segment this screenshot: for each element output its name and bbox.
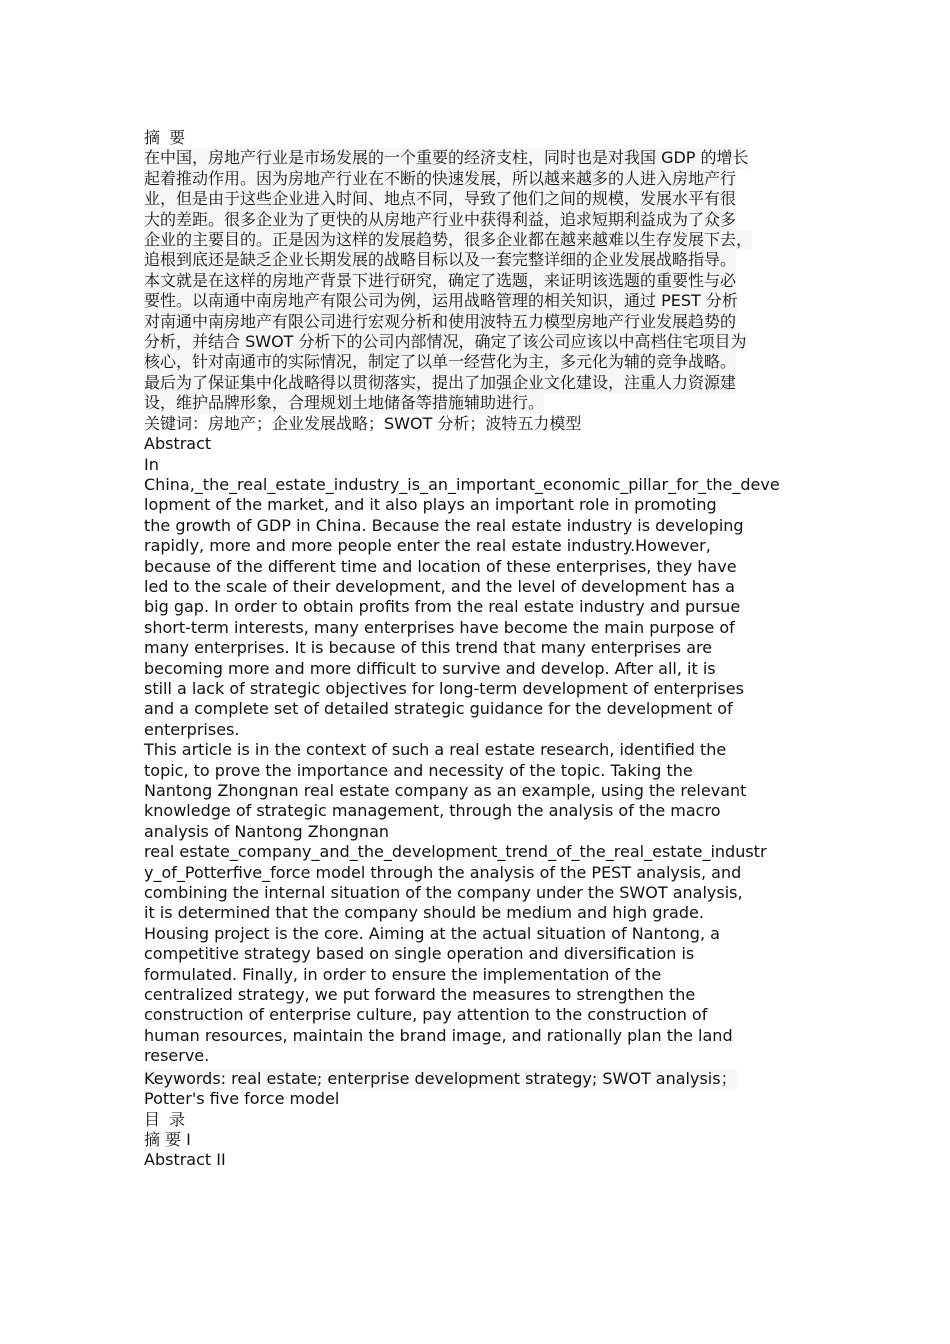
abstract-en-line: analysis of Nantong Zhongnan xyxy=(144,821,390,841)
abstract-zh-line: 核心，针对南通市的实际情况，制定了以单一经营化为主，多元化为辅的竞争战略。 xyxy=(144,352,737,372)
abstract-en-line: topic, to prove the importance and necessity of the topic. Taking the xyxy=(144,760,693,780)
abstract-en-line: knowledge of strategic management, through the analysis of the macro xyxy=(144,801,721,821)
abstract-zh-line: 设，维护品牌形象，合理规划土地储备等措施辅助进行。 xyxy=(144,393,545,413)
abstract-zh-heading: 摘 要 xyxy=(144,128,188,147)
abstract-en-body xyxy=(144,455,806,1067)
abstract-en-line: because of the different time and location of these enterprises, they have xyxy=(144,556,737,576)
abstract-en-heading: Abstract xyxy=(144,434,212,454)
abstract-zh-line: 企业的主要目的。正是因为这样的发展趋势，很多企业都在越来越难以生存发展下去， xyxy=(144,230,753,250)
abstract-en-line: led to the scale of their development, and the level of development has a xyxy=(144,576,735,596)
abstract-en-line: This article is in the context of such a real estate research, identified the xyxy=(144,740,727,760)
toc-item[interactable]: Abstract II xyxy=(144,1150,226,1170)
abstract-en-line: formulated. Finally, in order to ensure the implementation of the xyxy=(144,964,662,984)
abstract-en-line: still a lack of strategic objectives for long-term development of enterprises xyxy=(144,678,744,698)
abstract-zh-line: 分析，并结合 SWOT 分析下的公司内部情况，确定了该公司应该以中高档住宅项目为 xyxy=(144,332,747,352)
keywords-en-line-2: Potter's five force model xyxy=(144,1089,340,1109)
abstract-en-line: competitive strategy based on single operation and diversification is xyxy=(144,944,695,964)
abstract-en-line: short-term interests, many enterprises have become the main purpose of xyxy=(144,617,735,637)
abstract-en-line: big gap. In order to obtain profits from the real estate industry and pursue xyxy=(144,597,741,617)
toc-item[interactable]: 摘 要 I xyxy=(144,1129,191,1149)
abstract-zh-line: 要性。以南通中南房地产有限公司为例，运用战略管理的相关知识，通过 PEST 分析 xyxy=(144,291,738,311)
abstract-en-line: centralized strategy, we put forward the measures to strengthen the xyxy=(144,985,696,1005)
abstract-zh-body xyxy=(144,148,806,413)
abstract-en-line: many enterprises. It is because of this trend that many enterprises are xyxy=(144,638,713,658)
abstract-zh-line: 起着推动作用。因为房地产行业在不断的快速发展，所以越来越多的人进入房地产行 xyxy=(144,168,737,188)
keywords-en-line-1: Keywords: real estate; enterprise development strategy; SWOT analysis； xyxy=(144,1068,737,1088)
abstract-zh-line: 最后为了保证集中化战略得以贯彻落实，提出了加强企业文化建设，注重人力资源建 xyxy=(144,372,737,392)
abstract-zh-line: 业，但是由于这些企业进入时间、地点不同，导致了他们之间的规模，发展水平有很 xyxy=(144,189,737,209)
toc-heading: 目 录 xyxy=(144,1109,188,1129)
abstract-en-line: Nantong Zhongnan real estate company as an example, using the relevant xyxy=(144,781,747,800)
document-page xyxy=(144,128,806,1171)
abstract-zh-line: 在中国，房地产行业是市场发展的一个重要的经济支柱，同时也是对我国 GDP 的增长 xyxy=(144,148,749,168)
abstract-en-line: real estate_company_and_the_development_trend_of_the_real_estate_industr xyxy=(144,842,767,862)
abstract-zh-line: 本文就是在这样的房地产背景下进行研究，确定了选题，来证明该选题的重要性与必 xyxy=(144,270,737,290)
keywords-zh: 关键词：房地产；企业发展战略；SWOT 分析；波特五力模型 xyxy=(144,413,582,433)
abstract-en-line: it is determined that the company should be medium and high grade. xyxy=(144,903,704,923)
abstract-en-line: and a complete set of detailed strategic guidance for the development of xyxy=(144,699,733,719)
abstract-en-line: becoming more and more difficult to survive and develop. After all, it is xyxy=(144,658,716,678)
abstract-en-line: combining the internal situation of the company under the SWOT analysis, xyxy=(144,883,743,903)
abstract-en-line: In xyxy=(144,454,159,474)
abstract-en-line: the growth of GDP in China. Because the real estate industry is developing xyxy=(144,515,744,535)
abstract-en-line: Housing project is the core. Aiming at the actual situation of Nantong, a xyxy=(144,923,720,943)
abstract-en-line: construction of enterprise culture, pay attention to the construction of xyxy=(144,1005,708,1025)
abstract-en-line: enterprises. xyxy=(144,719,240,739)
abstract-zh-line: 对南通中南房地产有限公司进行宏观分析和使用波特五力模型房地产行业发展趋势的 xyxy=(144,311,737,331)
abstract-en-line: lopment of the market, and it also plays an important role in promoting xyxy=(144,495,717,515)
abstract-zh-line: 追根到底还是缺乏企业长期发展的战略目标以及一套完整详细的企业发展战略指导。 xyxy=(144,250,737,270)
abstract-en-line: rapidly, more and more people enter the real estate industry.However, xyxy=(144,536,711,556)
abstract-en-line: human resources, maintain the brand image, and rationally plan the land xyxy=(144,1025,733,1045)
toc-list xyxy=(144,1130,806,1171)
abstract-en-line: reserve. xyxy=(144,1046,210,1066)
abstract-en-line: y_of_Potterfive_force model through the analysis of the PEST analysis, and xyxy=(144,862,742,882)
keywords-en xyxy=(144,1069,806,1110)
abstract-en-line: China,_the_real_estate_industry_is_an_important_economic_pillar_for_the_deve xyxy=(144,474,780,494)
abstract-zh-line: 大的差距。很多企业为了更快的从房地产行业中获得利益，追求短期利益成为了众多 xyxy=(144,209,737,229)
